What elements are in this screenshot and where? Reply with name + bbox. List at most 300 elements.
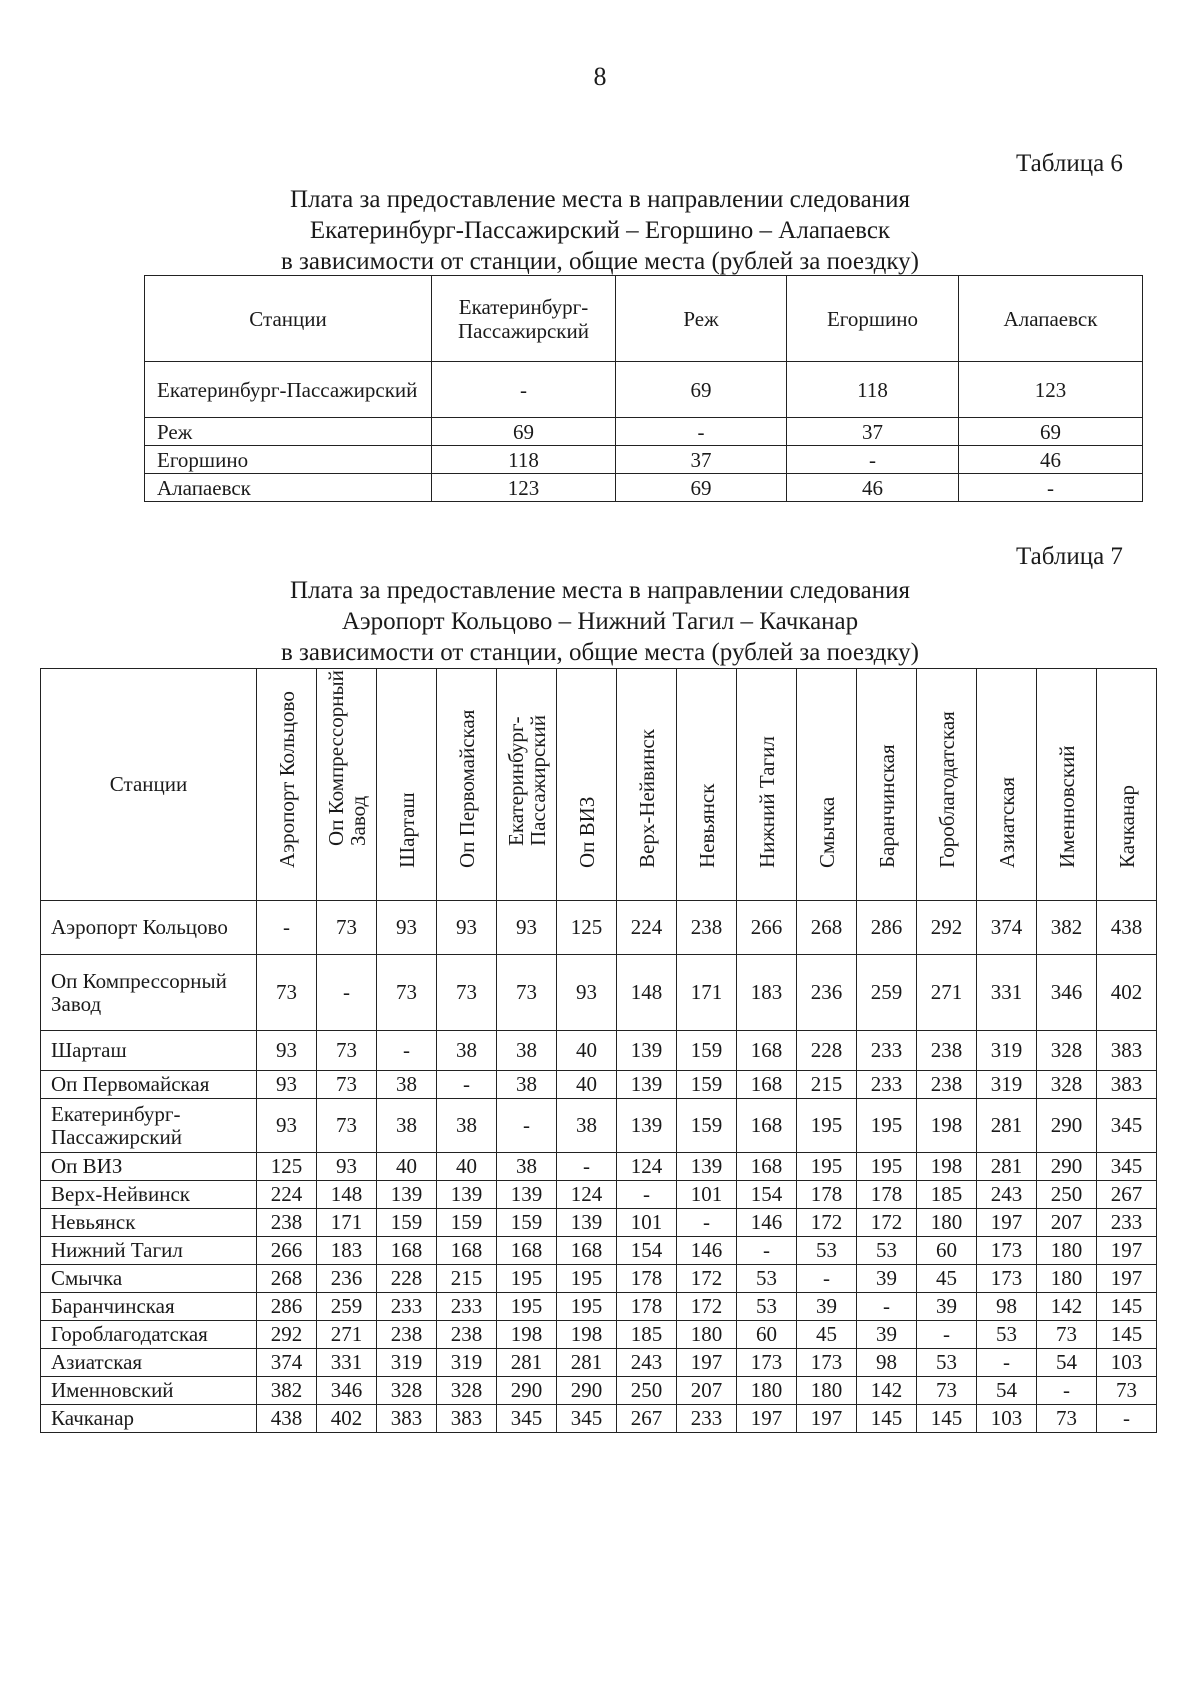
table7-cell: 145	[1097, 1293, 1157, 1321]
table7-cell: 236	[317, 1265, 377, 1293]
table7-cell: 243	[977, 1181, 1037, 1209]
table7-cell: 40	[437, 1153, 497, 1181]
table7-cell: 183	[317, 1237, 377, 1265]
table7-col-header	[677, 669, 737, 901]
table7-cell: 93	[557, 955, 617, 1031]
table6-row-station: Егоршино	[145, 446, 432, 474]
table7-cell: 198	[917, 1153, 977, 1181]
table7-cell: 183	[737, 955, 797, 1031]
table7-col-header-label: Смычка	[814, 796, 839, 868]
table7-cell: 53	[977, 1321, 1037, 1349]
table7-cell: 267	[1097, 1181, 1157, 1209]
table7-cell: 197	[737, 1405, 797, 1433]
table7-cell: 38	[497, 1031, 557, 1071]
table7-col-header-label: Верх-Нейвинск	[634, 729, 659, 868]
table7-cell: 197	[1097, 1237, 1157, 1265]
table-row	[145, 446, 1143, 474]
table7-cell: 238	[917, 1031, 977, 1071]
table7-col-header-label: Азиатская	[994, 776, 1019, 868]
table7-cell: 197	[977, 1209, 1037, 1237]
table7-cell: 125	[257, 1153, 317, 1181]
table7-body	[41, 901, 1157, 1433]
table6-cell: -	[787, 446, 959, 474]
table7-cell: 145	[1097, 1321, 1157, 1349]
table7-cell: 159	[677, 1099, 737, 1153]
table7-cell: 93	[437, 901, 497, 955]
table7-cell: 233	[437, 1293, 497, 1321]
table7-cell: -	[857, 1293, 917, 1321]
table7-cell: 319	[977, 1031, 1037, 1071]
table7-cell: 93	[257, 1099, 317, 1153]
table7-cell: 101	[677, 1181, 737, 1209]
table7-cell: 233	[377, 1293, 437, 1321]
table6-caption	[0, 184, 1200, 277]
table7-cell: 180	[797, 1377, 857, 1405]
table7-cell: 73	[1097, 1377, 1157, 1405]
table6-cell: 69	[959, 418, 1143, 446]
table7-cell: 178	[617, 1265, 677, 1293]
table7-cell: 383	[437, 1405, 497, 1433]
table7-col-header-label: Гороблагодатская	[934, 711, 959, 868]
table7-cell: 185	[617, 1321, 677, 1349]
table7-cell: 93	[317, 1153, 377, 1181]
table-row	[41, 1099, 1157, 1153]
table7-cell: 345	[1097, 1099, 1157, 1153]
table-row	[41, 1265, 1157, 1293]
table7-cell: 207	[677, 1377, 737, 1405]
table6-cell: -	[616, 418, 787, 446]
table7-cell: 73	[317, 901, 377, 955]
table7-cell: 154	[737, 1181, 797, 1209]
table7-cell: 171	[317, 1209, 377, 1237]
table7-cell: 53	[917, 1349, 977, 1377]
table7-cell: 243	[617, 1349, 677, 1377]
table7-cell: 271	[917, 955, 977, 1031]
table7-cell: -	[317, 955, 377, 1031]
table7-col-header	[737, 669, 797, 901]
table7-cell: 198	[497, 1321, 557, 1349]
table7-cell: 331	[317, 1349, 377, 1377]
table7-cell: 39	[917, 1293, 977, 1321]
table7-cell: 38	[557, 1099, 617, 1153]
table7-cell: 38	[377, 1099, 437, 1153]
table7-cell: 98	[977, 1293, 1037, 1321]
table7-col-header-label: Шарташ	[394, 792, 419, 868]
table7-cell: 185	[917, 1181, 977, 1209]
table7-row-station: Смычка	[41, 1265, 257, 1293]
table7-cell: 195	[557, 1293, 617, 1321]
table7-col-header	[557, 669, 617, 901]
table7-cell: 172	[797, 1209, 857, 1237]
table-row	[41, 1377, 1157, 1405]
table7-cell: 73	[317, 1031, 377, 1071]
table7-cell: 172	[857, 1209, 917, 1237]
table-row	[41, 1321, 1157, 1349]
table7-cell: 382	[257, 1377, 317, 1405]
table7-cell: 346	[317, 1377, 377, 1405]
table-row	[41, 901, 1157, 955]
table7-cell: 233	[677, 1405, 737, 1433]
table7-row-station: Нижний Тагил	[41, 1237, 257, 1265]
table7-cell: 238	[677, 901, 737, 955]
table7-row-station: Азиатская	[41, 1349, 257, 1377]
table7-cell: 93	[497, 901, 557, 955]
table-row	[41, 1071, 1157, 1099]
table7-cell: 438	[1097, 901, 1157, 955]
table7-cell: 145	[857, 1405, 917, 1433]
table7-header-row	[41, 669, 1157, 901]
table6-cell: 69	[616, 362, 787, 418]
table7-cell: 374	[257, 1349, 317, 1377]
table7-cell: 281	[557, 1349, 617, 1377]
table6-caption-line: Плата за предоставление места в направлении следования	[289, 186, 911, 213]
table7-cell: 45	[797, 1321, 857, 1349]
table7-cell: 168	[737, 1153, 797, 1181]
table7-cell: 40	[557, 1031, 617, 1071]
table7-cell: 207	[1037, 1209, 1097, 1237]
table7-col-header	[857, 669, 917, 901]
table7-cell: 139	[557, 1209, 617, 1237]
table7-cell: 197	[677, 1349, 737, 1377]
table7-cell: 259	[317, 1293, 377, 1321]
table7-cell: 224	[257, 1181, 317, 1209]
table6-cell: 69	[432, 418, 616, 446]
table7-corner: Станции	[41, 669, 257, 901]
table7-cell: 103	[977, 1405, 1037, 1433]
table7-cell: 383	[1097, 1071, 1157, 1099]
table7-cell: 328	[1037, 1071, 1097, 1099]
table7-cell: 172	[677, 1265, 737, 1293]
table7-cell: 292	[257, 1321, 317, 1349]
table7-cell: 38	[437, 1031, 497, 1071]
table7-cell: 159	[677, 1071, 737, 1099]
table7-col-header-label: Именновский	[1054, 745, 1079, 868]
table7-cell: 345	[557, 1405, 617, 1433]
table7-cell: 236	[797, 955, 857, 1031]
table7-cell: 319	[977, 1071, 1037, 1099]
table7-cell: -	[497, 1099, 557, 1153]
table7-cell: 146	[677, 1237, 737, 1265]
table7-cell: 39	[857, 1321, 917, 1349]
table7-cell: 125	[557, 901, 617, 955]
table7-cell: 142	[857, 1377, 917, 1405]
table7-cell: -	[377, 1031, 437, 1071]
table7-col-header-label: Аэропорт Кольцово	[274, 691, 299, 868]
table7-cell: 286	[257, 1293, 317, 1321]
table7-cell: 168	[737, 1099, 797, 1153]
table6-cell: 118	[787, 362, 959, 418]
table7-cell: 215	[437, 1265, 497, 1293]
table7-cell: 39	[797, 1293, 857, 1321]
table7-cell: 383	[1097, 1031, 1157, 1071]
table7-cell: 173	[797, 1349, 857, 1377]
table7-col-header-label: Невьянск	[694, 783, 719, 868]
table7-cell: 382	[1037, 901, 1097, 955]
table7-cell: 197	[797, 1405, 857, 1433]
table-row	[41, 1405, 1157, 1433]
table7-cell: 139	[377, 1181, 437, 1209]
table6-cell: 118	[432, 446, 616, 474]
table7-cell: 145	[917, 1405, 977, 1433]
table7-cell: 101	[617, 1209, 677, 1237]
table7-cell: 178	[617, 1293, 677, 1321]
table7-cell: 73	[497, 955, 557, 1031]
table7-cell: 290	[497, 1377, 557, 1405]
table7-col-header	[917, 669, 977, 901]
table7-cell: 281	[497, 1349, 557, 1377]
table7-cell: 73	[1037, 1405, 1097, 1433]
table7-cell: -	[737, 1237, 797, 1265]
table6-caption-line: Екатеринбург-Пассажирский – Егоршино – Алапаевск	[309, 217, 891, 244]
table7-cell: 73	[317, 1071, 377, 1099]
table7-cell: 139	[617, 1031, 677, 1071]
table7-cell: 168	[497, 1237, 557, 1265]
table7-col-header-label: Оп Первомайская	[454, 709, 479, 868]
table7-cell: 195	[557, 1265, 617, 1293]
table7-cell: 93	[377, 901, 437, 955]
table7-row-station: Аэропорт Кольцово	[41, 901, 257, 955]
table7-caption-line: Аэропорт Кольцово – Нижний Тагил – Качканар	[341, 608, 859, 635]
table7-col-header-label: Оп ВИЗ	[574, 796, 599, 868]
table7-cell: 198	[917, 1099, 977, 1153]
table7-cell: -	[677, 1209, 737, 1237]
table7-cell: -	[1037, 1377, 1097, 1405]
table7-cell: 233	[857, 1071, 917, 1099]
table7-cell: 148	[617, 955, 677, 1031]
table7-cell: 281	[977, 1153, 1037, 1181]
table6-cell: 69	[616, 474, 787, 502]
table7-cell: 290	[1037, 1099, 1097, 1153]
table7-cell: 346	[1037, 955, 1097, 1031]
table7-cell: 292	[917, 901, 977, 955]
table7-cell: 438	[257, 1405, 317, 1433]
table7-col-header	[317, 669, 377, 901]
table7-col-header-label: Оп Компрессорный Завод	[323, 670, 370, 846]
table7-cell: 73	[317, 1099, 377, 1153]
table7-cell: 159	[497, 1209, 557, 1237]
table7-cell: 139	[677, 1153, 737, 1181]
table6-row-station: Екатеринбург-Пассажирский	[145, 362, 432, 418]
table7-cell: 233	[857, 1031, 917, 1071]
table7-cell: 38	[437, 1099, 497, 1153]
table7-cell: 195	[857, 1099, 917, 1153]
table7-cell: 39	[857, 1265, 917, 1293]
table6-header-row	[145, 276, 1143, 362]
table7-cell: 402	[317, 1405, 377, 1433]
table7-cell: 180	[1037, 1237, 1097, 1265]
table7-cell: -	[617, 1181, 677, 1209]
table6	[144, 275, 1143, 502]
table7-cell: 38	[497, 1153, 557, 1181]
table7-cell: 54	[1037, 1349, 1097, 1377]
table-row	[41, 955, 1157, 1031]
table6-cell: 123	[959, 362, 1143, 418]
table7-cell: 178	[857, 1181, 917, 1209]
table7-cell: 60	[917, 1237, 977, 1265]
table7-cell: 38	[377, 1071, 437, 1099]
table-row	[41, 1031, 1157, 1071]
table7-cell: 139	[497, 1181, 557, 1209]
table7-cell: -	[977, 1349, 1037, 1377]
table7-col-header-label: Качканар	[1114, 784, 1139, 868]
table7-cell: 139	[617, 1099, 677, 1153]
table7-cell: 168	[557, 1237, 617, 1265]
table-row	[41, 1153, 1157, 1181]
table7-cell: 238	[377, 1321, 437, 1349]
table-row	[145, 362, 1143, 418]
table7-col-header	[497, 669, 557, 901]
table-row	[145, 418, 1143, 446]
table7-col-header	[797, 669, 857, 901]
table7-cell: 374	[977, 901, 1037, 955]
table7-cell: 173	[977, 1265, 1037, 1293]
table7-cell: 319	[437, 1349, 497, 1377]
table7-caption-line: Плата за предоставление места в направлении следования	[289, 577, 911, 604]
table7-cell: 124	[557, 1181, 617, 1209]
table7-cell: 60	[737, 1321, 797, 1349]
table6-cell: 123	[432, 474, 616, 502]
table6-row-station: Алапаевск	[145, 474, 432, 502]
table7-cell: 228	[797, 1031, 857, 1071]
table7-caption-line: в зависимости от станции, общие места (рублей за поездку)	[280, 639, 919, 666]
table7-cell: 228	[377, 1265, 437, 1293]
table7-cell: 195	[797, 1153, 857, 1181]
table7-row-station: Оп ВИЗ	[41, 1153, 257, 1181]
table7-cell: 383	[377, 1405, 437, 1433]
table7-col-header	[617, 669, 677, 901]
table7-cell: 148	[317, 1181, 377, 1209]
table7-cell: 328	[1037, 1031, 1097, 1071]
table7-cell: 266	[257, 1237, 317, 1265]
table7-cell: -	[917, 1321, 977, 1349]
table7-cell: 195	[857, 1153, 917, 1181]
table7-cell: 250	[617, 1377, 677, 1405]
table7-row-station: Невьянск	[41, 1209, 257, 1237]
table7-cell: 53	[797, 1237, 857, 1265]
table7-row-station: Екатеринбург-Пассажирский	[41, 1099, 257, 1153]
table7-cell: -	[797, 1265, 857, 1293]
table6-caption-line: в зависимости от станции, общие места (рублей за поездку)	[280, 248, 919, 275]
table7-cell: 45	[917, 1265, 977, 1293]
table7-cell: 124	[617, 1153, 677, 1181]
table7-cell: 159	[377, 1209, 437, 1237]
table7-cell: -	[257, 901, 317, 955]
table7-cell: 195	[797, 1099, 857, 1153]
table7-cell: 53	[857, 1237, 917, 1265]
table6-corner: Станции	[145, 276, 432, 362]
table7-col-header	[1037, 669, 1097, 901]
table7-cell: 195	[497, 1293, 557, 1321]
table7-cell: 103	[1097, 1349, 1157, 1377]
table7-cell: 40	[377, 1153, 437, 1181]
table7-col-header-label: Баранчинская	[874, 744, 899, 868]
table7-row-station: Оп Первомайская	[41, 1071, 257, 1099]
table7-cell: 268	[257, 1265, 317, 1293]
table6-col-header: Реж	[616, 276, 787, 362]
table7-cell: 98	[857, 1349, 917, 1377]
table7-cell: 195	[497, 1265, 557, 1293]
table7-col-header	[257, 669, 317, 901]
table7-cell: 53	[737, 1265, 797, 1293]
table7-cell: 180	[917, 1209, 977, 1237]
table7-cell: 154	[617, 1237, 677, 1265]
table-row	[41, 1181, 1157, 1209]
table7-cell: 146	[737, 1209, 797, 1237]
table7-row-station: Оп Компрессорный Завод	[41, 955, 257, 1031]
table7-cell: 238	[437, 1321, 497, 1349]
table7-row-station: Именновский	[41, 1377, 257, 1405]
table7-cell: 180	[1037, 1265, 1097, 1293]
table7-cell: 197	[1097, 1265, 1157, 1293]
table7-cell: 345	[497, 1405, 557, 1433]
table6-col-header: Екатеринбург-Пассажирский	[432, 276, 616, 362]
table-row	[41, 1293, 1157, 1321]
table7-cell: 215	[797, 1071, 857, 1099]
table7-row-station: Гороблагодатская	[41, 1321, 257, 1349]
table7-caption	[0, 575, 1200, 668]
table7-cell: -	[557, 1153, 617, 1181]
table7-cell: 259	[857, 955, 917, 1031]
table7-cell: 319	[377, 1349, 437, 1377]
table7-cell: 73	[377, 955, 437, 1031]
table7-cell: 168	[737, 1031, 797, 1071]
table6-cell: 37	[787, 418, 959, 446]
table6-cell: -	[959, 474, 1143, 502]
table6-label: Таблица 6	[1016, 150, 1123, 177]
table7-cell: 267	[617, 1405, 677, 1433]
table7-cell: 93	[257, 1071, 317, 1099]
table7-cell: 173	[977, 1237, 1037, 1265]
table7-row-station: Верх-Нейвинск	[41, 1181, 257, 1209]
table7-cell: 268	[797, 901, 857, 955]
table7-col-header-label: Екатеринбург-Пассажирский	[503, 715, 550, 846]
table7-cell: 38	[497, 1071, 557, 1099]
table7-cell: 53	[737, 1293, 797, 1321]
page-number: 8	[593, 62, 607, 91]
table7-cell: 290	[1037, 1153, 1097, 1181]
table7-cell: 290	[557, 1377, 617, 1405]
table7-col-header	[377, 669, 437, 901]
table7-cell: -	[1097, 1405, 1157, 1433]
table6-cell: 37	[616, 446, 787, 474]
table7-cell: 172	[677, 1293, 737, 1321]
table7-cell: 178	[797, 1181, 857, 1209]
table7-cell: 139	[437, 1181, 497, 1209]
table7-cell: 173	[737, 1349, 797, 1377]
table7-cell: 159	[437, 1209, 497, 1237]
table7-cell: 286	[857, 901, 917, 955]
table7-cell: 238	[257, 1209, 317, 1237]
table7-cell: 171	[677, 955, 737, 1031]
table7-cell: 345	[1097, 1153, 1157, 1181]
table6-col-header: Алапаевск	[959, 276, 1143, 362]
table7-cell: 266	[737, 901, 797, 955]
table7-cell: 233	[1097, 1209, 1157, 1237]
table7-cell: 73	[917, 1377, 977, 1405]
table7-cell: 271	[317, 1321, 377, 1349]
table7-row-station: Шарташ	[41, 1031, 257, 1071]
table7-cell: 328	[377, 1377, 437, 1405]
table7-cell: 168	[377, 1237, 437, 1265]
table7-cell: 73	[257, 955, 317, 1031]
table7-cell: 54	[977, 1377, 1037, 1405]
table6-cell: 46	[787, 474, 959, 502]
table7-label: Таблица 7	[1016, 543, 1123, 570]
table6-cell: 46	[959, 446, 1143, 474]
table7-col-header	[977, 669, 1037, 901]
table7-cell: 73	[437, 955, 497, 1031]
table-row	[41, 1209, 1157, 1237]
